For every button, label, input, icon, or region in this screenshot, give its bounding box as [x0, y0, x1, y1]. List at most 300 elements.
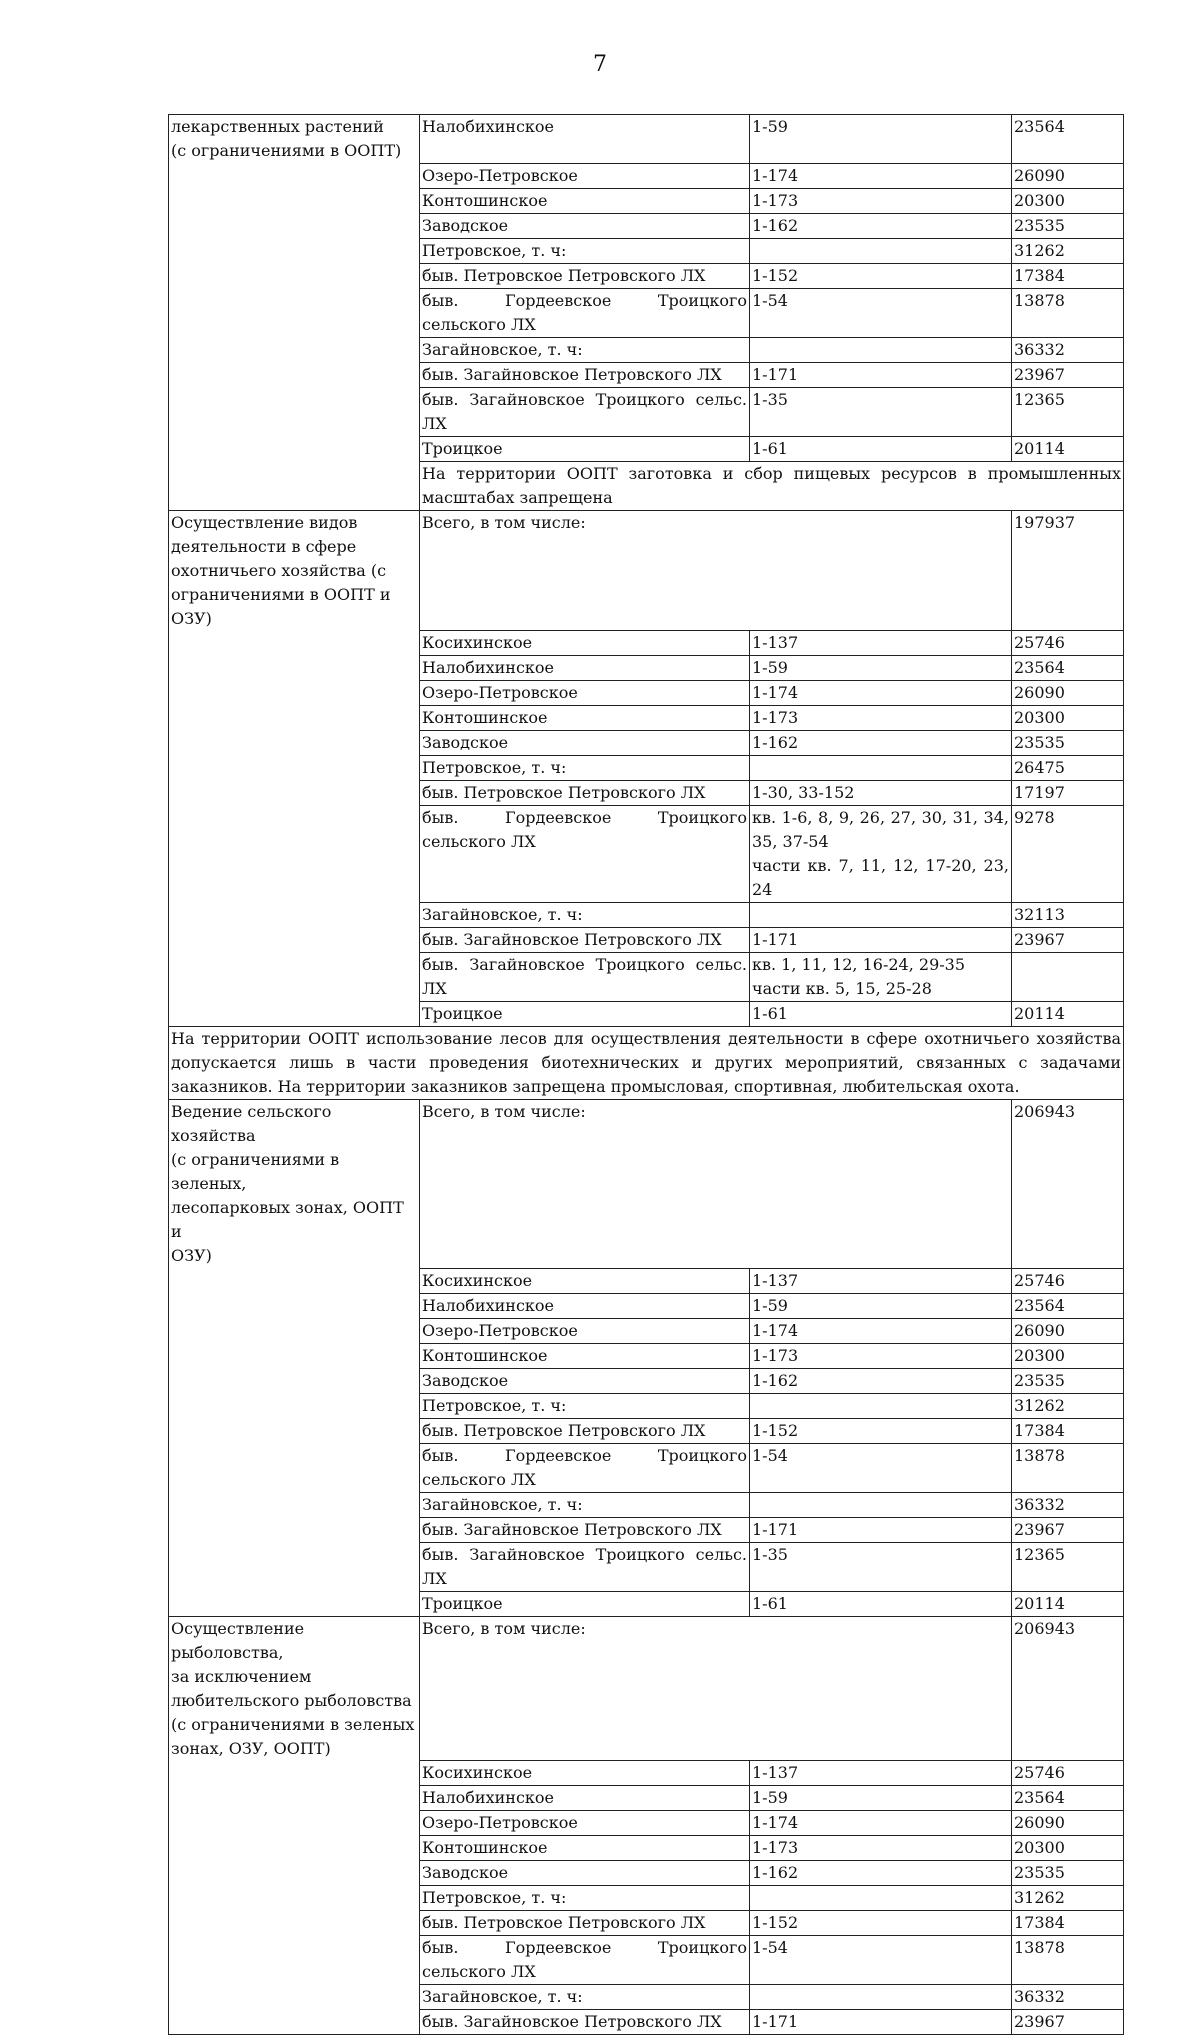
table-row — [169, 1268, 1124, 1293]
table-row — [169, 1517, 1124, 1542]
area-cell: 23535 — [1012, 213, 1124, 238]
area-cell: 31262 — [1012, 1886, 1124, 1911]
forestry-name: Заводское — [420, 213, 750, 238]
area-cell: 23564 — [1012, 1786, 1124, 1811]
quarters-list: 1-54 — [752, 1445, 788, 1465]
category-cell — [169, 461, 420, 510]
quarters-list: 1-171 — [752, 1519, 799, 1539]
category-label: ОЗУ) — [171, 608, 212, 628]
area-cell: 26090 — [1012, 163, 1124, 188]
quarters-list: 1-152 — [752, 1420, 799, 1440]
area-cell: 20300 — [1012, 1343, 1124, 1368]
category-cell — [169, 263, 420, 288]
category-label: Ведение сельского хозяйства — [171, 1102, 332, 1145]
category-label: Осуществление рыболовства, — [171, 1618, 305, 1662]
quarters-list: 1-137 — [752, 1763, 799, 1782]
quarters-list: 1-59 — [752, 117, 788, 136]
table-row — [169, 213, 1124, 238]
area-cell: 20114 — [1012, 1002, 1124, 1027]
area-cell: 23535 — [1012, 1861, 1124, 1886]
category-cell — [169, 1761, 420, 1786]
table-row — [169, 1100, 1124, 1269]
quarters-list: 1-152 — [752, 1913, 799, 1932]
quarters-cell — [750, 1591, 1012, 1616]
table-row — [169, 631, 1124, 656]
area-cell: 26090 — [1012, 1318, 1124, 1343]
area-cell — [1012, 953, 1124, 1002]
forestry-name: Заводское — [420, 731, 750, 756]
table-row — [169, 1985, 1124, 2010]
category-cell — [169, 337, 420, 362]
quarters-list: 1-59 — [752, 1295, 788, 1315]
category-label: охотничьего хозяйства (с — [171, 560, 387, 580]
category-cell — [169, 1393, 420, 1418]
category-cell — [169, 188, 420, 213]
forestry-name: Озеро-Петровское — [420, 1318, 750, 1343]
table-row — [169, 436, 1124, 461]
quarters-cell — [750, 188, 1012, 213]
table-row — [169, 387, 1124, 436]
quarters-cell — [750, 1492, 1012, 1517]
table-row — [169, 1368, 1124, 1393]
area-cell: 20300 — [1012, 1836, 1124, 1861]
table-row — [169, 1911, 1124, 1936]
area-cell: 31262 — [1012, 238, 1124, 263]
quarters-cell — [750, 1293, 1012, 1318]
quarters-cell — [750, 1811, 1012, 1836]
quarters-list: 1-174 — [752, 1813, 799, 1832]
area-cell: 20300 — [1012, 188, 1124, 213]
forestry-name: быв. Гордеевское Троицкого сельского ЛХ — [420, 806, 750, 903]
quarters-list: 1-173 — [752, 1838, 799, 1857]
category-cell — [169, 1343, 420, 1368]
category-cell — [169, 731, 420, 756]
quarters-list: 1-61 — [752, 438, 788, 458]
table-row — [169, 681, 1124, 706]
forestry-name: Петровское, т. ч: — [420, 1393, 750, 1418]
table-row — [169, 1761, 1124, 1786]
category-label: (с ограничениями в ООПТ) — [171, 141, 402, 160]
category-cell — [169, 1368, 420, 1393]
forestry-name: Косихинское — [420, 1268, 750, 1293]
table-row — [169, 806, 1124, 903]
quarters-cell — [750, 731, 1012, 756]
quarters-list: кв. 1, 11, 12, 16-24, 29-35 — [752, 955, 966, 974]
forestry-name: Контошинское — [420, 1836, 750, 1861]
table-row — [169, 263, 1124, 288]
table-row — [169, 288, 1124, 337]
quarters-list: 1-152 — [752, 265, 799, 285]
forestry-name: быв. Загайновское Троицкого сельс. ЛХ — [420, 387, 750, 436]
table-row — [169, 1936, 1124, 1985]
category-cell — [169, 1268, 420, 1293]
area-cell: 17384 — [1012, 1418, 1124, 1443]
area-cell: 25746 — [1012, 1268, 1124, 1293]
forestry-name: Петровское, т. ч: — [420, 238, 750, 263]
note-row — [169, 1027, 1124, 1100]
quarters-list: 1-30, 33-152 — [752, 783, 855, 802]
category-cell — [169, 1418, 420, 1443]
forestry-name: Петровское, т. ч: — [420, 1886, 750, 1911]
quarters-list: 1-54 — [752, 1938, 788, 1957]
area-cell: 17197 — [1012, 781, 1124, 806]
forestry-name: Загайновское, т. ч: — [420, 1492, 750, 1517]
forestry-name: Загайновское, т. ч: — [420, 337, 750, 362]
quarters-cell — [750, 1911, 1012, 1936]
table-row — [169, 1786, 1124, 1811]
quarters-cell — [750, 1418, 1012, 1443]
quarters-cell — [750, 288, 1012, 337]
table-row — [169, 756, 1124, 781]
category-cell — [169, 1936, 420, 1985]
table-row — [169, 656, 1124, 681]
quarters-cell — [750, 1368, 1012, 1393]
quarters-cell — [750, 1886, 1012, 1911]
quarters-cell — [750, 436, 1012, 461]
forestry-name: Налобихинское — [420, 1293, 750, 1318]
forestry-name: Контошинское — [420, 188, 750, 213]
table-row — [169, 706, 1124, 731]
forestry-name: Заводское — [420, 1861, 750, 1886]
forestry-name: Троицкое — [420, 1002, 750, 1027]
category-cell — [169, 1318, 420, 1343]
quarters-list: 1-162 — [752, 1370, 799, 1390]
area-cell: 23967 — [1012, 362, 1124, 387]
category-cell — [169, 1443, 420, 1492]
category-cell — [169, 1002, 420, 1027]
area-cell: 17384 — [1012, 263, 1124, 288]
category-cell — [169, 1911, 420, 1936]
table-row — [169, 1616, 1124, 1761]
quarters-partial: части кв. 7, 11, 12, 17-20, 23, 24 — [752, 856, 1009, 899]
quarters-cell — [750, 706, 1012, 731]
quarters-cell — [750, 903, 1012, 928]
category-cell — [169, 288, 420, 337]
category-cell — [169, 1985, 420, 2010]
category-cell — [169, 903, 420, 928]
category-cell — [169, 1886, 420, 1911]
quarters-list: 1-174 — [752, 1320, 799, 1340]
table-body — [169, 115, 1124, 2035]
area-cell: 206943 — [1012, 1100, 1124, 1269]
area-cell: 20300 — [1012, 706, 1124, 731]
category-cell — [169, 656, 420, 681]
forestry-name: Озеро-Петровское — [420, 681, 750, 706]
quarters-cell — [750, 2010, 1012, 2035]
quarters-cell — [750, 1393, 1012, 1418]
forestry-name: быв. Петровское Петровского ЛХ — [420, 1911, 750, 1936]
area-cell: 25746 — [1012, 631, 1124, 656]
forestry-name: быв. Гордеевское Троицкого сельского ЛХ — [420, 1443, 750, 1492]
full-width-note: На территории ООПТ использование лесов для осуществления деятельности в сфере охотничьего хозяйства допускается лишь в части проведения биотехнических и других мероприятий, связанных с задачами заказников. На территории заказников запрещена промысловая, спортивная, любительская охота. — [169, 1027, 1124, 1100]
quarters-partial: части кв. 5, 15, 25-28 — [752, 979, 932, 998]
quarters-list: 1-162 — [752, 215, 799, 235]
quarters-cell — [750, 1861, 1012, 1886]
category-label: ОЗУ) — [171, 1246, 212, 1265]
quarters-list: 1-171 — [752, 930, 799, 949]
quarters-list: 1-137 — [752, 1270, 799, 1290]
category-label: зонах, ОЗУ, ООПТ) — [171, 1738, 331, 1758]
area-cell: 206943 — [1012, 1616, 1124, 1761]
table-row — [169, 1886, 1124, 1911]
category-cell — [169, 1861, 420, 1886]
table-row — [169, 1836, 1124, 1861]
quarters-cell — [750, 1761, 1012, 1786]
category-cell — [169, 387, 420, 436]
category-cell — [169, 115, 420, 164]
area-cell: 20114 — [1012, 436, 1124, 461]
table-row — [169, 163, 1124, 188]
quarters-cell — [750, 263, 1012, 288]
quarters-list: 1-173 — [752, 708, 799, 727]
table-row — [169, 1318, 1124, 1343]
quarters-cell — [750, 756, 1012, 781]
category-cell — [169, 2010, 420, 2035]
category-cell — [169, 928, 420, 953]
quarters-cell — [750, 1786, 1012, 1811]
forestry-name: быв. Загайновское Петровского ЛХ — [420, 2010, 750, 2035]
category-cell — [169, 1293, 420, 1318]
forestry-name: Косихинское — [420, 1761, 750, 1786]
category-cell — [169, 1616, 420, 1761]
area-cell: 17384 — [1012, 1911, 1124, 1936]
category-label: лекарственных растений — [171, 117, 384, 136]
forestry-name: быв. Гордеевское Троицкого сельского ЛХ — [420, 288, 750, 337]
forestry-name: Налобихинское — [420, 115, 750, 164]
area-cell: 36332 — [1012, 1492, 1124, 1517]
quarters-list: 1-174 — [752, 165, 799, 185]
quarters-list: 1-61 — [752, 1593, 788, 1613]
category-cell — [169, 1786, 420, 1811]
quarters-list: 1-137 — [752, 633, 799, 652]
quarters-list: 1-173 — [752, 1345, 799, 1365]
quarters-list: 1-162 — [752, 733, 799, 752]
quarters-cell — [750, 1443, 1012, 1492]
table-row — [169, 953, 1124, 1002]
section-note: На территории ООПТ заготовка и сбор пищевых ресурсов в промышленных масштабах запрещена — [420, 461, 1124, 510]
quarters-cell — [750, 1517, 1012, 1542]
table-row — [169, 1542, 1124, 1591]
area-cell: 36332 — [1012, 337, 1124, 362]
quarters-list: 1-59 — [752, 1788, 788, 1807]
table-row — [169, 1591, 1124, 1616]
quarters-cell — [750, 337, 1012, 362]
area-cell: 26475 — [1012, 756, 1124, 781]
table-row — [169, 1293, 1124, 1318]
category-label: Осуществление видов — [171, 512, 358, 532]
category-cell — [169, 1591, 420, 1616]
quarters-cell — [750, 928, 1012, 953]
category-cell — [169, 953, 420, 1002]
quarters-cell — [750, 1985, 1012, 2010]
category-cell — [169, 1836, 420, 1861]
forestry-name: быв. Загайновское Троицкого сельс. ЛХ — [420, 1542, 750, 1591]
area-cell: 23564 — [1012, 1293, 1124, 1318]
forestry-name: Озеро-Петровское — [420, 163, 750, 188]
quarters-cell — [750, 1268, 1012, 1293]
forestry-name: Троицкое — [420, 1591, 750, 1616]
table-row — [169, 1343, 1124, 1368]
forestry-name: Заводское — [420, 1368, 750, 1393]
area-cell: 23535 — [1012, 731, 1124, 756]
category-cell — [169, 806, 420, 903]
quarters-cell — [750, 1936, 1012, 1985]
area-cell: 20114 — [1012, 1591, 1124, 1616]
area-cell: 23967 — [1012, 928, 1124, 953]
area-cell: 23564 — [1012, 115, 1124, 164]
quarters-cell — [750, 163, 1012, 188]
category-cell — [169, 213, 420, 238]
category-label: лесопарковых зонах, ООПТ и — [171, 1198, 404, 1241]
area-cell: 23564 — [1012, 656, 1124, 681]
quarters-list: 1-174 — [752, 683, 799, 702]
table-row — [169, 1002, 1124, 1027]
category-cell — [169, 1517, 420, 1542]
category-cell — [169, 706, 420, 731]
category-label: (с ограничениями в зеленых, — [171, 1150, 340, 1193]
area-cell: 26090 — [1012, 1811, 1124, 1836]
category-label: за исключением — [171, 1666, 312, 1686]
area-cell: 32113 — [1012, 903, 1124, 928]
category-cell — [169, 631, 420, 656]
land-use-table — [168, 114, 1124, 2035]
quarters-list: 1-162 — [752, 1863, 799, 1882]
forestry-name: Троицкое — [420, 436, 750, 461]
category-label: (с ограничениями в зеленых — [171, 1714, 415, 1734]
quarters-cell — [750, 656, 1012, 681]
area-cell: 197937 — [1012, 510, 1124, 631]
area-cell: 13878 — [1012, 1443, 1124, 1492]
table-row — [169, 188, 1124, 213]
quarters-cell — [750, 362, 1012, 387]
table-row — [169, 337, 1124, 362]
table-row — [169, 362, 1124, 387]
quarters-cell — [750, 806, 1012, 903]
area-cell: 26090 — [1012, 681, 1124, 706]
quarters-list: 1-173 — [752, 190, 799, 210]
forestry-name: Контошинское — [420, 1343, 750, 1368]
category-label: деятельности в сфере — [171, 536, 357, 556]
forestry-name: Загайновское, т. ч: — [420, 1985, 750, 2010]
area-cell: 31262 — [1012, 1393, 1124, 1418]
category-label: любительского рыболовства — [171, 1690, 412, 1710]
table-row — [169, 1443, 1124, 1492]
table-row — [169, 1492, 1124, 1517]
quarters-cell — [750, 387, 1012, 436]
page-number: 7 — [593, 52, 607, 77]
forestry-name: Контошинское — [420, 706, 750, 731]
forestry-name: Петровское, т. ч: — [420, 756, 750, 781]
table-row — [169, 2010, 1124, 2035]
total-label: Всего, в том числе: — [420, 510, 1012, 631]
area-cell: 36332 — [1012, 1985, 1124, 2010]
category-cell — [169, 163, 420, 188]
table-row — [169, 731, 1124, 756]
table-row — [169, 903, 1124, 928]
total-label: Всего, в том числе: — [420, 1616, 1012, 1761]
forestry-name: Налобихинское — [420, 1786, 750, 1811]
category-cell — [169, 1542, 420, 1591]
category-cell — [169, 1492, 420, 1517]
quarters-list: кв. 1-6, 8, 9, 26, 27, 30, 31, 34, 35, 37-54 — [752, 808, 1009, 851]
forestry-name: быв. Петровское Петровского ЛХ — [420, 263, 750, 288]
forestry-name: Озеро-Петровское — [420, 1811, 750, 1836]
area-cell: 13878 — [1012, 1936, 1124, 1985]
area-cell: 23967 — [1012, 2010, 1124, 2035]
forestry-name: быв. Загайновское Петровского ЛХ — [420, 1517, 750, 1542]
category-label: ограничениями в ООПТ и — [171, 584, 391, 604]
forestry-name: Загайновское, т. ч: — [420, 903, 750, 928]
table-row — [169, 238, 1124, 263]
quarters-list: 1-59 — [752, 658, 788, 677]
table-row — [169, 510, 1124, 631]
table-row — [169, 1811, 1124, 1836]
forestry-name: быв. Загайновское Петровского ЛХ — [420, 928, 750, 953]
quarters-cell — [750, 238, 1012, 263]
area-cell: 23967 — [1012, 1517, 1124, 1542]
area-cell: 9278 — [1012, 806, 1124, 903]
table-row — [169, 1418, 1124, 1443]
quarters-cell — [750, 1836, 1012, 1861]
category-cell — [169, 681, 420, 706]
quarters-cell — [750, 681, 1012, 706]
quarters-list: 1-54 — [752, 290, 788, 310]
quarters-list: 1-171 — [752, 364, 799, 384]
category-cell — [169, 510, 420, 631]
table-row — [169, 781, 1124, 806]
category-cell — [169, 436, 420, 461]
table-row — [169, 928, 1124, 953]
category-cell — [169, 238, 420, 263]
quarters-cell — [750, 1343, 1012, 1368]
quarters-list: 1-171 — [752, 2012, 799, 2031]
quarters-cell — [750, 1318, 1012, 1343]
area-cell: 13878 — [1012, 288, 1124, 337]
category-cell — [169, 362, 420, 387]
forestry-name: быв. Гордеевское Троицкого сельского ЛХ — [420, 1936, 750, 1985]
area-cell: 12365 — [1012, 387, 1124, 436]
quarters-cell — [750, 1002, 1012, 1027]
forestry-name: быв. Петровское Петровского ЛХ — [420, 1418, 750, 1443]
quarters-list: 1-35 — [752, 389, 788, 409]
quarters-list: 1-61 — [752, 1004, 788, 1023]
category-cell — [169, 1100, 420, 1269]
table-row — [169, 1393, 1124, 1418]
table-row — [169, 461, 1124, 510]
forestry-name: быв. Загайновское Петровского ЛХ — [420, 362, 750, 387]
category-cell — [169, 1811, 420, 1836]
table-row — [169, 115, 1124, 164]
area-cell: 25746 — [1012, 1761, 1124, 1786]
total-label: Всего, в том числе: — [420, 1100, 1012, 1269]
forestry-name: быв. Петровское Петровского ЛХ — [420, 781, 750, 806]
quarters-cell — [750, 213, 1012, 238]
forestry-name: Налобихинское — [420, 656, 750, 681]
quarters-cell — [750, 1542, 1012, 1591]
forestry-name: Косихинское — [420, 631, 750, 656]
quarters-cell — [750, 115, 1012, 164]
area-cell: 23535 — [1012, 1368, 1124, 1393]
category-cell — [169, 756, 420, 781]
category-cell — [169, 781, 420, 806]
area-cell: 12365 — [1012, 1542, 1124, 1591]
quarters-list: 1-35 — [752, 1544, 788, 1564]
quarters-cell — [750, 953, 1012, 1002]
table-row — [169, 1861, 1124, 1886]
quarters-cell — [750, 781, 1012, 806]
quarters-cell — [750, 631, 1012, 656]
forestry-name: быв. Загайновское Троицкого сельс. ЛХ — [420, 953, 750, 1002]
